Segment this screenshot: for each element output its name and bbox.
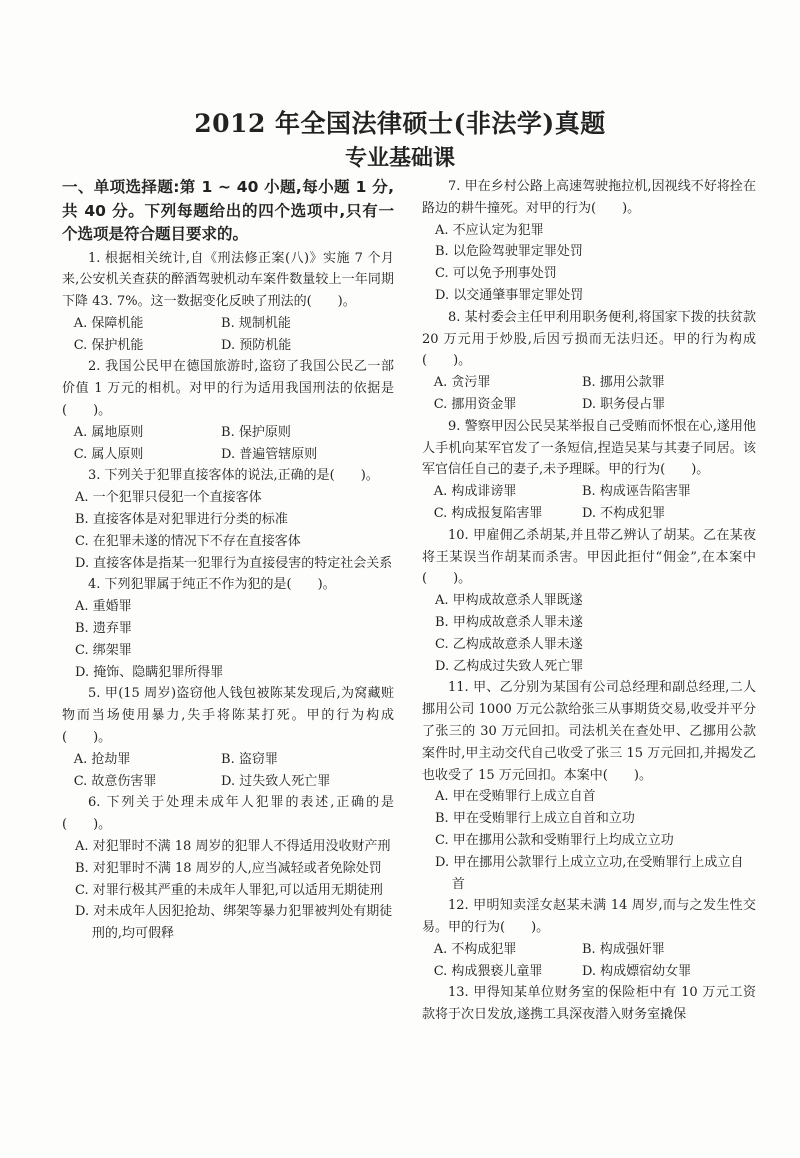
answer-option: B. 盗窃罪 [221,751,278,767]
answer-option: B. 构成强奸罪 [581,941,665,957]
question-text: 3. 下列关于犯罪直接客体的说法,正确的是( )。 [88,468,379,484]
answer-option: B. 挪用公款罪 [581,375,665,391]
answer-option: C. 甲在挪用公款和受贿罪行上均成立立功 [435,832,674,848]
answer-option: D. 预防机能 [221,337,292,353]
answer-option: A. 对犯罪时不满 18 周岁的犯罪人不得适用没收财产刑 [75,839,391,855]
option-row [434,961,756,983]
option-row [74,313,394,335]
question-text: 12. 甲明知卖淫女赵某未满 14 周岁,而与之发生性交易。甲的行为( )。 [422,898,756,936]
answer-option: B. 以危险驾驶罪定罪处罚 [435,244,583,260]
option-row [434,939,756,961]
question-text: 10. 甲雇佣乙杀胡某,并且带乙辨认了胡某。乙在某夜将王某误当作胡某而杀害。甲因此拒付“佣金”,在本案中( )。 [422,527,756,587]
question-block [422,525,756,678]
answer-option: A. 保障机能 [73,315,144,331]
answer-option: A. 抢劫罪 [73,751,131,767]
question-text: 4. 下列犯罪属于纯正不作为犯的是( )。 [88,577,336,593]
question-block [422,982,756,1026]
answer-option: B. 对犯罪时不满 18 周岁的人,应当减轻或者免除处罚 [75,860,382,876]
answer-option: C. 构成报复陷害罪 [433,505,543,521]
answer-option: B. 直接客体是对犯罪进行分类的标准 [75,512,288,528]
answer-option: D. 不构成犯罪 [581,505,666,521]
question-text: 5. 甲(15 周岁)盗窃他人钱包被陈某发现后,为窝藏赃物而当场使用暴力,失手将陈某打死。甲的行为构成( )。 [62,686,394,746]
answer-option: A. 不构成犯罪 [433,941,517,957]
left-column [62,176,394,945]
answer-option: C. 属人原则 [73,446,144,462]
answer-option: A. 重婚罪 [75,599,132,615]
answer-option: B. 保护原则 [221,424,291,440]
question-block [422,416,756,525]
option-row [434,394,756,416]
answer-option: C. 构成猥亵儿童罪 [433,963,543,979]
answer-option: D. 甲在挪用公款罪行上成立立功,在受贿罪行上成立自首 [435,854,744,892]
answer-option: A. 甲构成故意杀人罪既遂 [435,593,583,609]
option-row [434,481,756,503]
page-subtitle: 专业基础课 [344,146,455,171]
option-row [434,372,756,394]
answer-option: A. 构成诽谤罪 [433,484,517,500]
question-block [62,465,394,574]
answer-option: A. 不应认定为犯罪 [435,222,544,238]
answer-option: D. 对未成年人因犯抢劫、绑架等暴力犯罪被判处有期徒刑的,均可假释 [75,904,393,942]
question-text: 8. 某村委会主任甲利用职务便利,将国家下拨的扶贫款 20 万元用于炒股,后因亏损而无法归还。甲的行为构成( )。 [422,309,756,369]
answer-option: C. 在犯罪未遂的情况下不存在直接客体 [75,533,301,549]
question-block [62,356,394,465]
page-title: 2012 年全国法律硕士(非法学)真题 [194,109,606,138]
question-text: 13. 甲得知某单位财务室的保险柜中有 10 万元工资款将于次日发放,遂携工具深夜潜入财务室撬保 [422,985,756,1023]
question-block [62,792,394,945]
question-block [422,307,756,416]
answer-option: C. 挪用资金罪 [433,396,517,412]
option-row [74,749,394,771]
answer-option: C. 可以免予刑事处罚 [435,266,557,282]
option-row [74,422,394,444]
answer-option: C. 故意伤害罪 [73,773,157,789]
question-text: 7. 甲在乡村公路上高速驾驶拖拉机,因视线不好将拴在路边的耕牛撞死。对甲的行为( )。 [422,179,756,216]
question-block [422,895,756,982]
answer-option: B. 遗弃罪 [75,621,132,637]
answer-option: D. 乙构成过失致人死亡罪 [435,658,584,674]
question-block [62,574,394,683]
answer-option: C. 绑架罪 [75,642,132,658]
answer-option: D. 过失致人死亡罪 [221,773,331,789]
option-row [74,335,394,357]
option-row [74,444,394,466]
answer-option: B. 构成诬告陷害罪 [581,484,691,500]
answer-option: D. 职务侵占罪 [581,396,666,412]
answer-option: A. 甲在受贿罪行上成立自首 [435,789,596,805]
option-row [434,503,756,525]
question-text: 6. 下列关于处理未成年人犯罪的表述,正确的是( )。 [62,795,394,833]
answer-option: B. 甲在受贿罪行上成立自首和立功 [435,811,635,827]
question-block [422,677,756,895]
question-block [422,176,756,307]
question-text: 9. 警察甲因公民吴某举报自己受贿而怀恨在心,遂用他人手机向某军官发了一条短信,捏造吴某与其妻子同居。该军官信任自己的妻子,未予理睬。甲的行为( )。 [422,418,756,478]
question-text: 11. 甲、乙分别为某国有公司总经理和副总经理,二人挪用公司 1000 万元公款给张三从事期货交易,收受并平分了张三的 30 万元回扣。司法机关在查处甲、乙挪用公款案件时,甲主动交代自己收受了张三 15 万元回扣,并揭发乙也收受了 15 万元回扣。本案中( )。 [422,680,756,783]
answer-option: D. 以交通肇事罪定罪处罚 [435,287,584,303]
answer-option: B. 甲构成故意杀人罪未遂 [435,614,583,630]
question-text: 2. 我国公民甲在德国旅游时,盗窃了我国公民乙一部价值 1 万元的相机。对甲的行为适用我国刑法的依据是( )。 [62,359,394,419]
answer-option: A. 属地原则 [73,424,144,440]
answer-option: D. 构成嫖宿幼女罪 [581,963,692,979]
answer-option: C. 对罪行极其严重的未成年人罪犯,可以适用无期徒刑 [75,882,383,898]
answer-option: C. 乙构成故意杀人罪未遂 [435,636,583,652]
answer-option: D. 普遍管辖原则 [221,446,318,462]
question-text: 1. 根据相关统计,自《刑法修正案(八)》实施 7 个月来,公安机关查获的醉酒驾驶机动车案件数量较上一年同期下降 43. 7%。这一数据变化反映了刑法的( )。 [62,250,394,310]
answer-option: D. 直接客体是指某一犯罪行为直接侵害的特定社会关系 [75,555,393,571]
answer-option: A. 贪污罪 [433,375,491,391]
right-column [422,176,756,1026]
answer-option: B. 规制机能 [221,315,291,331]
question-block [62,248,394,357]
answer-option: A. 一个犯罪只侵犯一个直接客体 [75,490,262,506]
option-row [74,771,394,793]
answer-option: C. 保护机能 [73,337,144,353]
question-block [62,683,394,792]
section-heading: 一、单项选择题:第 1 ~ 40 小题,每小题 1 分,共 40 分。下列每题给出的四个选项中,只有一个选项是符合题目要求的。 [62,178,394,243]
answer-option: D. 掩饰、隐瞒犯罪所得罪 [75,664,224,680]
